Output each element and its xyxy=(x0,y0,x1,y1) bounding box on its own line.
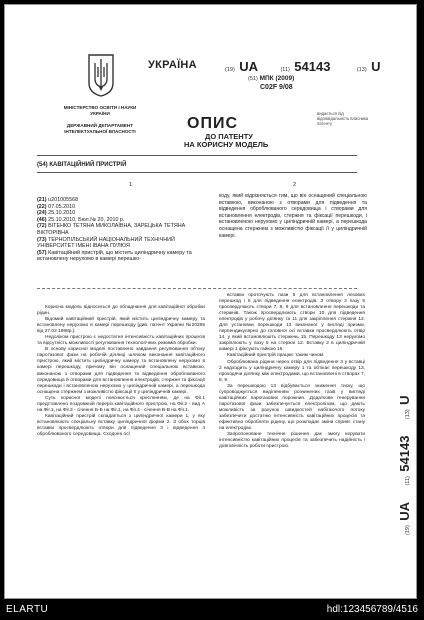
code-51: (51) xyxy=(248,76,258,82)
divider xyxy=(37,172,357,173)
biblio-entry: (57) Кавітаційний пристрій, що містить циліндричну камеру та встановлену нерухомо в камері перешко- xyxy=(37,249,192,263)
mpk-label xyxy=(248,75,294,82)
side-country-code: UA xyxy=(397,501,412,521)
biblio-entry: (24) 25.10.2010 xyxy=(37,210,76,217)
side-patent-number: 54143 xyxy=(397,435,412,472)
column-number-1: 1 xyxy=(129,182,133,188)
document-title: ОПИС xyxy=(187,115,238,132)
responsibility-note: видається під відповідальність власника патенту xyxy=(317,111,369,127)
footer-handle: hdl:123456789/4516 xyxy=(326,604,418,615)
paragraph: Оброблювана рідина через отвір для підведення 3 у вставці 2 надходить у циліндричну камеру 1 та обтікає перешкоду 13, проходячи ділянку між електродами, що встановлені в створах 7, 8, 9. xyxy=(219,359,365,383)
paragraph: За перешкодою 13 відбувається зниження тиску, що супроводжується виділенням розчинених газів у вигляді кавітаційних парогазових порожнин. Додаткове генерування пароґазової фази забезпечується електролізом, що дають можливість за рахунок швидкостей набігаючого потоку забезпечити достатню інтенсивність кавітаційних процесів та ефективно обробляти рідину, що розкладає зміни сприяє стану на електродах. xyxy=(219,383,365,432)
ministry-name: МІНІСТЕРСТВО ОСВІТИ І НАУКИ УКРАЇНИ xyxy=(63,105,137,116)
invention-title: (54) КАВІТАЦІЙНИЙ ПРИСТРІЙ xyxy=(37,162,127,168)
paragraph: Кавітаційний пристрій працює таким чином. xyxy=(227,353,325,359)
description-right-column xyxy=(219,293,365,450)
document-subtitle-2: НА КОРИСНУ МОДЕЛЬ xyxy=(184,140,269,149)
paragraph: Запропоноване технічне рішення дає змогу керувати інтенсивністю кавітаційних процесів та забезпечить надійність і довговічність роботи пристрою. xyxy=(219,432,365,450)
patent-number: 54143 xyxy=(294,59,331,74)
biblio-entry: (73) ТЕРНОПІЛЬСЬКИЙ НАЦІОНАЛЬНИЙ ТЕХНІЧНИЙ УНІВЕРСИТЕТ ІМЕНІ ІВАНА ПУЛЮЯ xyxy=(37,236,175,250)
side-kind-code: U xyxy=(397,395,412,405)
biblio-entry: (21) u201005568 xyxy=(37,197,79,203)
footer-repository-name: ELARTU xyxy=(6,604,49,615)
department-name: ДЕРЖАВНИЙ ДЕПАРТАМЕНТ ІНТЕЛЕКТУАЛЬНОЇ ВЛАСНОСТІ xyxy=(64,123,136,134)
biblio-entry: (46) 25.10.2010, Бюл.№ 20, 2010 р. xyxy=(37,216,125,223)
patent-number-row xyxy=(225,58,381,76)
bibliographic-data xyxy=(37,197,207,263)
side-code-11: (11) xyxy=(405,476,411,486)
trident-emblem-icon xyxy=(87,53,115,97)
code-19: (19) xyxy=(225,67,235,73)
paragraph: вставки проточують пази 5 для встановлення лезових перешкод і 6 для підведення електродів. З отвору 3 пазу 5 просвердлюють створи 7, 8, 9 для встановлення перешкоди та стержнів. Також просвердлюють створи 10 для підведення електродів у робочу ділянку та 11 для закріплення стержня 12. Для установки перешкоди 13 виконаної у вигляді призми, перпендикулярно до головної осі вставки просвердлюють отвір 14, у який встановлюють стержень 15. Перешкоду 13 нерухомо закріплюють у пазу 5 на стержні 12. Вставку 2 в циліндричній камері 1 фіксують гайкою 16. xyxy=(219,293,365,353)
paragraph: В основу корисної моделі поставлено завдання регулювання об'єму пароґазової фази на робочій ділянці шляхом виконання кавітаційного пристрою, який містить циліндричну камеру та встановлену нерухомо в камері перешкоду, причому він оснащений спеціальною вставкою, виконаною з отворами для підведення та відведення оброблюваного середовища й отворами для встановлення електродів, стержня та фіксації перешкоди і встановленою нерухомо у циліндричній камері, а перешкода оснащена стержнем з можливістю фіксації її у циліндричній камері. xyxy=(37,347,205,395)
paragraph: Кавітаційний пристрій складається з циліндричної камери 1, у яку встановлюють спеціальну вставку циліндричної форми 2. З обох торців вставки просвердлюють отвори для підведення 3 і відведення 4 оброблюваного середовища. Сходоен ocl xyxy=(37,413,205,437)
side-code-13: (13) xyxy=(405,409,411,420)
divider xyxy=(37,288,357,289)
mpk-edition: МПК (2009) xyxy=(259,75,295,82)
side-code-19: (19) xyxy=(405,525,411,535)
patent-page xyxy=(4,4,417,599)
biblio-entry: (22) 07.05.2010 xyxy=(37,203,76,210)
biblio-entry: (72) ВІТЕНКО ТЕТЯНА МИКОЛАЇВНА, ЗАРЕЦЬКА ТЕТЯНА ВІКТОРІВНА xyxy=(37,223,186,236)
country-name: УКРАЇНА xyxy=(148,59,197,71)
claim-continued: коду, який відрізняється тим, що він оснащений спеціальною вставкою, виконаною з отворами для підведення та відведення оброблюваного середовища і створами для встановлення електродів, стержня та фіксації перешкоди, і встановленою нерухомо у циліндричній камері, а перешкода оснащена стержнем з можливістю фіксації її у циліндричній камері. xyxy=(219,193,367,239)
code-13: (13) xyxy=(356,67,367,73)
ipc-class: C02F 9/08 xyxy=(260,84,293,91)
paragraph: Недоліком пристрою є недостатня інтенсивність кавітаційних процесів та відсутність можливості регулювання технологічних режимів обробки. xyxy=(37,335,205,347)
description-left-column xyxy=(37,305,205,438)
paragraph: Корисна модель відноситься до обладнання для кавітаційної обробки рідин. xyxy=(37,305,205,317)
kind-code: U xyxy=(371,59,381,74)
country-code: UA xyxy=(239,59,259,74)
code-11: (11) xyxy=(280,67,290,73)
document-subtitle-1: ДО ПАТЕНТУ xyxy=(205,132,253,141)
paragraph: Суть корисної моделі пояснюється кресленням, де на Фіг.1 представлено поздовжній переріз кавітаційного пристрою, на Фіг.2 - вид А на Фіг.1, на Фіг.3 - січення Б-Б на Фіг.1, на Фіг.4 - січення В-В на Фіг.1. xyxy=(37,395,205,413)
paragraph: Відомий кавітаційний пристрій, який містить циліндричну камеру та встановлену нерухомо в камері перешкоду [див. патент України №20265 від 27.02.1998р.]. xyxy=(37,317,205,335)
divider xyxy=(37,155,357,156)
column-number-2: 2 xyxy=(293,182,297,188)
